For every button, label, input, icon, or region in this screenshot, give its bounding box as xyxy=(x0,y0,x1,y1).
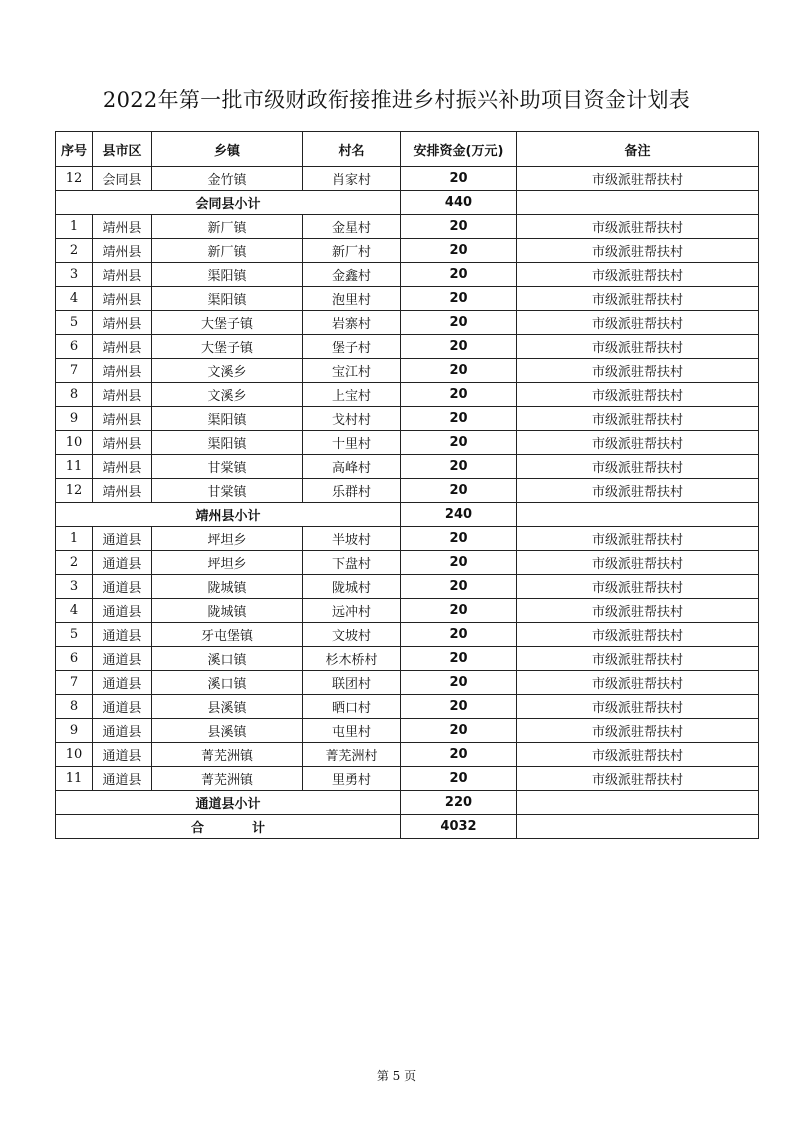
row-fund: 20 xyxy=(401,263,517,287)
row-note: 市级派驻帮扶村 xyxy=(517,671,759,695)
row-town: 县溪镇 xyxy=(152,719,303,743)
row-village: 十里村 xyxy=(303,431,401,455)
row-town: 新厂镇 xyxy=(152,215,303,239)
row-county: 靖州县 xyxy=(93,263,152,287)
row-note: 市级派驻帮扶村 xyxy=(517,527,759,551)
row-seq: 6 xyxy=(56,647,93,671)
row-note: 市级派驻帮扶村 xyxy=(517,575,759,599)
table-row xyxy=(56,335,759,359)
row-seq: 1 xyxy=(56,527,93,551)
row-fund: 20 xyxy=(401,335,517,359)
table-row xyxy=(56,647,759,671)
row-fund: 20 xyxy=(401,743,517,767)
row-fund: 20 xyxy=(401,407,517,431)
row-county: 通道县 xyxy=(93,527,152,551)
row-seq: 2 xyxy=(56,239,93,263)
grand-total-row xyxy=(56,815,759,839)
row-seq: 9 xyxy=(56,407,93,431)
row-seq: 10 xyxy=(56,431,93,455)
row-fund: 20 xyxy=(401,215,517,239)
row-fund: 20 xyxy=(401,767,517,791)
row-county: 靖州县 xyxy=(93,311,152,335)
row-seq: 2 xyxy=(56,551,93,575)
row-county: 靖州县 xyxy=(93,287,152,311)
row-county: 通道县 xyxy=(93,767,152,791)
row-fund: 20 xyxy=(401,575,517,599)
table-row xyxy=(56,431,759,455)
row-note: 市级派驻帮扶村 xyxy=(517,359,759,383)
row-town: 溪口镇 xyxy=(152,671,303,695)
row-county: 靖州县 xyxy=(93,479,152,503)
table-row xyxy=(56,359,759,383)
row-county: 靖州县 xyxy=(93,383,152,407)
row-town: 陇城镇 xyxy=(152,575,303,599)
row-village: 屯里村 xyxy=(303,719,401,743)
row-seq: 7 xyxy=(56,359,93,383)
subtotal-note xyxy=(517,791,759,815)
table-row xyxy=(56,527,759,551)
row-seq: 4 xyxy=(56,599,93,623)
row-note: 市级派驻帮扶村 xyxy=(517,215,759,239)
row-village: 岩寨村 xyxy=(303,311,401,335)
row-note: 市级派驻帮扶村 xyxy=(517,335,759,359)
header-town: 乡镇 xyxy=(152,132,303,167)
row-village: 下盘村 xyxy=(303,551,401,575)
row-town: 新厂镇 xyxy=(152,239,303,263)
table-row xyxy=(56,167,759,191)
table-row xyxy=(56,575,759,599)
row-village: 陇城村 xyxy=(303,575,401,599)
row-town: 渠阳镇 xyxy=(152,287,303,311)
row-fund: 20 xyxy=(401,647,517,671)
row-note: 市级派驻帮扶村 xyxy=(517,383,759,407)
table-row xyxy=(56,623,759,647)
row-fund: 20 xyxy=(401,287,517,311)
row-seq: 3 xyxy=(56,263,93,287)
row-village: 菁芜洲村 xyxy=(303,743,401,767)
header-fund: 安排资金(万元) xyxy=(401,132,517,167)
row-seq: 8 xyxy=(56,383,93,407)
row-village: 乐群村 xyxy=(303,479,401,503)
row-fund: 20 xyxy=(401,359,517,383)
row-note: 市级派驻帮扶村 xyxy=(517,239,759,263)
grand-total-label-part-b: 计 xyxy=(252,821,266,836)
table-body xyxy=(56,167,759,839)
header-county: 县市区 xyxy=(93,132,152,167)
row-fund: 20 xyxy=(401,623,517,647)
row-county: 通道县 xyxy=(93,551,152,575)
row-note: 市级派驻帮扶村 xyxy=(517,287,759,311)
row-seq: 4 xyxy=(56,287,93,311)
row-town: 文溪乡 xyxy=(152,383,303,407)
subtotal-label: 会同县小计 xyxy=(56,191,401,215)
row-county: 通道县 xyxy=(93,719,152,743)
header-seq: 序号 xyxy=(56,132,93,167)
row-seq: 3 xyxy=(56,575,93,599)
row-fund: 20 xyxy=(401,599,517,623)
table-row xyxy=(56,215,759,239)
row-town: 牙屯堡镇 xyxy=(152,623,303,647)
grand-total-label xyxy=(56,815,401,839)
row-fund: 20 xyxy=(401,551,517,575)
table-row xyxy=(56,743,759,767)
row-county: 通道县 xyxy=(93,575,152,599)
row-county: 靖州县 xyxy=(93,239,152,263)
row-county: 通道县 xyxy=(93,623,152,647)
row-town: 陇城镇 xyxy=(152,599,303,623)
row-village: 新厂村 xyxy=(303,239,401,263)
row-town: 甘棠镇 xyxy=(152,455,303,479)
row-note: 市级派驻帮扶村 xyxy=(517,407,759,431)
row-seq: 7 xyxy=(56,671,93,695)
row-seq: 5 xyxy=(56,623,93,647)
row-village: 半坡村 xyxy=(303,527,401,551)
row-note: 市级派驻帮扶村 xyxy=(517,311,759,335)
row-note: 市级派驻帮扶村 xyxy=(517,599,759,623)
row-town: 甘棠镇 xyxy=(152,479,303,503)
row-seq: 10 xyxy=(56,743,93,767)
subtotal-row xyxy=(56,503,759,527)
subtotal-row xyxy=(56,191,759,215)
row-county: 通道县 xyxy=(93,695,152,719)
header-note: 备注 xyxy=(517,132,759,167)
row-note: 市级派驻帮扶村 xyxy=(517,743,759,767)
row-county: 通道县 xyxy=(93,743,152,767)
table-row xyxy=(56,239,759,263)
row-town: 溪口镇 xyxy=(152,647,303,671)
row-seq: 8 xyxy=(56,695,93,719)
grand-total-label-part-a: 合 xyxy=(190,821,204,836)
row-fund: 20 xyxy=(401,311,517,335)
row-village: 宝江村 xyxy=(303,359,401,383)
row-seq: 12 xyxy=(56,479,93,503)
page-number: 第 5 页 xyxy=(376,1069,417,1083)
row-county: 靖州县 xyxy=(93,359,152,383)
row-fund: 20 xyxy=(401,527,517,551)
table-row xyxy=(56,695,759,719)
row-village: 金鑫村 xyxy=(303,263,401,287)
header-village: 村名 xyxy=(303,132,401,167)
row-town: 渠阳镇 xyxy=(152,263,303,287)
table-row xyxy=(56,455,759,479)
subtotal-row xyxy=(56,791,759,815)
table-row xyxy=(56,719,759,743)
row-fund: 20 xyxy=(401,383,517,407)
table-row xyxy=(56,479,759,503)
row-town: 大堡子镇 xyxy=(152,311,303,335)
row-note: 市级派驻帮扶村 xyxy=(517,767,759,791)
row-town: 菁芜洲镇 xyxy=(152,743,303,767)
subtotal-fund: 240 xyxy=(401,503,517,527)
row-county: 靖州县 xyxy=(93,455,152,479)
table-row xyxy=(56,599,759,623)
row-note: 市级派驻帮扶村 xyxy=(517,719,759,743)
row-town: 金竹镇 xyxy=(152,167,303,191)
row-village: 高峰村 xyxy=(303,455,401,479)
row-village: 文坡村 xyxy=(303,623,401,647)
row-village: 泡里村 xyxy=(303,287,401,311)
row-village: 杉木桥村 xyxy=(303,647,401,671)
row-town: 县溪镇 xyxy=(152,695,303,719)
table-row xyxy=(56,383,759,407)
row-county: 靖州县 xyxy=(93,335,152,359)
subtotal-fund: 440 xyxy=(401,191,517,215)
row-note: 市级派驻帮扶村 xyxy=(517,431,759,455)
row-county: 会同县 xyxy=(93,167,152,191)
funding-plan-table xyxy=(55,131,759,839)
row-seq: 9 xyxy=(56,719,93,743)
subtotal-note xyxy=(517,503,759,527)
row-county: 通道县 xyxy=(93,671,152,695)
row-note: 市级派驻帮扶村 xyxy=(517,263,759,287)
row-seq: 11 xyxy=(56,767,93,791)
row-town: 渠阳镇 xyxy=(152,407,303,431)
row-seq: 11 xyxy=(56,455,93,479)
row-fund: 20 xyxy=(401,431,517,455)
row-town: 菁芜洲镇 xyxy=(152,767,303,791)
row-note: 市级派驻帮扶村 xyxy=(517,647,759,671)
table-header-row xyxy=(56,132,759,167)
subtotal-note xyxy=(517,191,759,215)
table-row xyxy=(56,767,759,791)
grand-total-note xyxy=(517,815,759,839)
row-village: 上宝村 xyxy=(303,383,401,407)
table-row xyxy=(56,287,759,311)
row-village: 联团村 xyxy=(303,671,401,695)
table-row xyxy=(56,263,759,287)
row-fund: 20 xyxy=(401,239,517,263)
row-village: 肖家村 xyxy=(303,167,401,191)
row-fund: 20 xyxy=(401,719,517,743)
row-village: 金星村 xyxy=(303,215,401,239)
row-town: 坪坦乡 xyxy=(152,527,303,551)
table-row xyxy=(56,671,759,695)
row-village: 堡子村 xyxy=(303,335,401,359)
row-county: 靖州县 xyxy=(93,407,152,431)
row-fund: 20 xyxy=(401,671,517,695)
row-county: 靖州县 xyxy=(93,215,152,239)
row-town: 渠阳镇 xyxy=(152,431,303,455)
row-fund: 20 xyxy=(401,167,517,191)
row-fund: 20 xyxy=(401,479,517,503)
row-village: 里勇村 xyxy=(303,767,401,791)
subtotal-label: 靖州县小计 xyxy=(56,503,401,527)
row-fund: 20 xyxy=(401,455,517,479)
row-village: 戈村村 xyxy=(303,407,401,431)
page-title: 2022年第一批市级财政衔接推进乡村振兴补助项目资金计划表 xyxy=(102,88,691,112)
grand-total-fund: 4032 xyxy=(401,815,517,839)
row-note: 市级派驻帮扶村 xyxy=(517,695,759,719)
table-row xyxy=(56,311,759,335)
row-village: 远冲村 xyxy=(303,599,401,623)
row-town: 文溪乡 xyxy=(152,359,303,383)
subtotal-label: 通道县小计 xyxy=(56,791,401,815)
row-note: 市级派驻帮扶村 xyxy=(517,551,759,575)
row-town: 大堡子镇 xyxy=(152,335,303,359)
row-county: 靖州县 xyxy=(93,431,152,455)
row-seq: 1 xyxy=(56,215,93,239)
row-town: 坪坦乡 xyxy=(152,551,303,575)
row-note: 市级派驻帮扶村 xyxy=(517,455,759,479)
row-seq: 5 xyxy=(56,311,93,335)
row-seq: 12 xyxy=(56,167,93,191)
row-village: 晒口村 xyxy=(303,695,401,719)
row-note: 市级派驻帮扶村 xyxy=(517,167,759,191)
table-row xyxy=(56,551,759,575)
row-county: 通道县 xyxy=(93,647,152,671)
subtotal-fund: 220 xyxy=(401,791,517,815)
row-fund: 20 xyxy=(401,695,517,719)
row-county: 通道县 xyxy=(93,599,152,623)
row-note: 市级派驻帮扶村 xyxy=(517,479,759,503)
row-note: 市级派驻帮扶村 xyxy=(517,623,759,647)
row-seq: 6 xyxy=(56,335,93,359)
table-row xyxy=(56,407,759,431)
